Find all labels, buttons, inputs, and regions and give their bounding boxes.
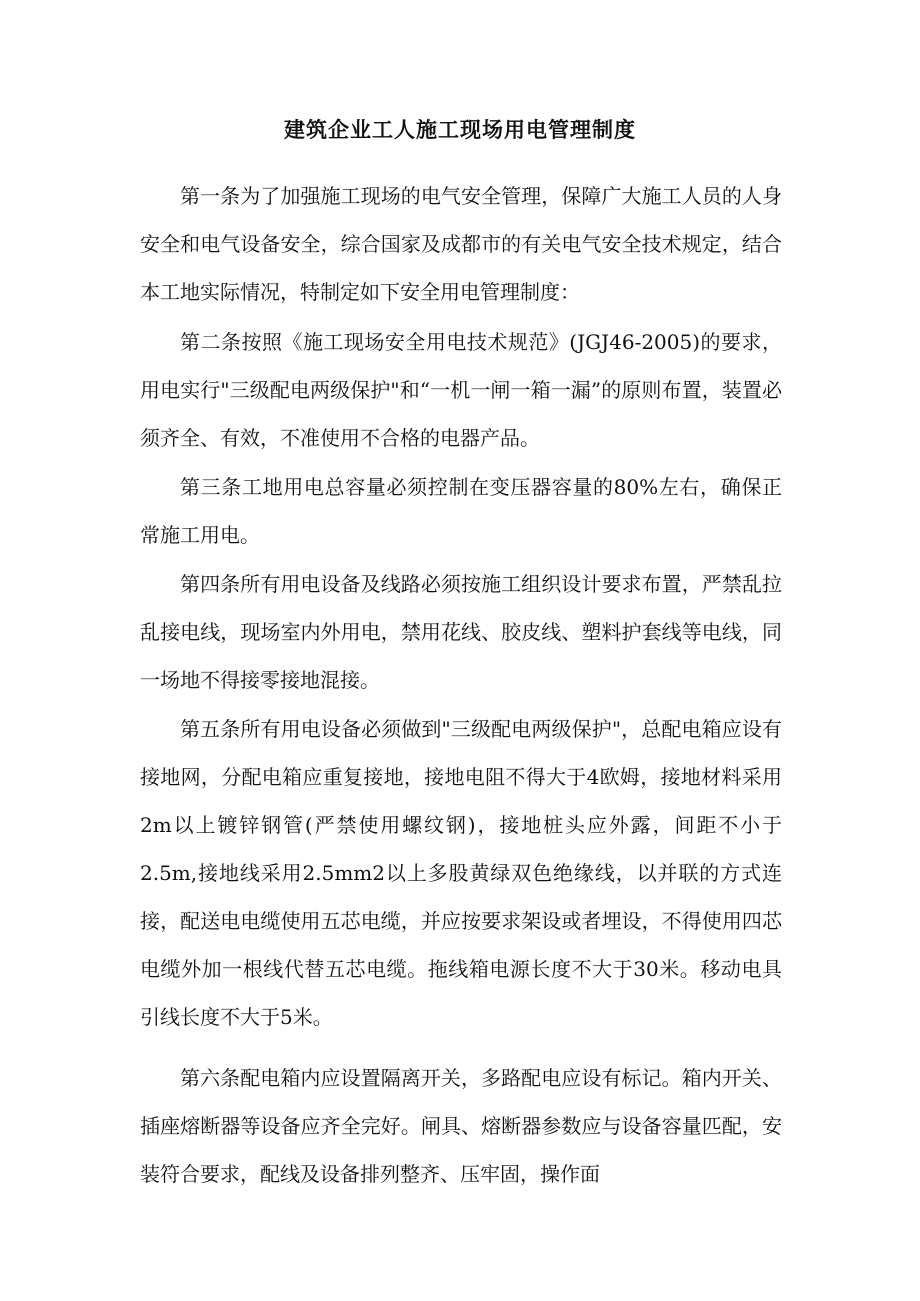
paragraph-text: 第三条工地用电总容量必须控制在变压器容量的80%左右，确保正常施工用电。 xyxy=(140,475,782,547)
document-title: 建筑企业工人施工现场用电管理制度 xyxy=(284,117,636,142)
article-3-paragraph xyxy=(140,463,782,559)
paragraph-text: 第二条按照《施工现场安全用电技术规范》(JGJ46-2005)的要求，用电实行"三级配电两级保护"和“一机一闸一箱一漏”的原则布置，装置必须齐全、有效，不准使用不合格的电器产品。 xyxy=(140,330,782,450)
article-6-paragraph xyxy=(140,1054,782,1198)
article-5-paragraph xyxy=(140,705,782,1041)
article-4-paragraph xyxy=(140,560,782,704)
paragraph-text: 第六条配电箱内应设置隔离开关，多路配电应设有标记。箱内开关、插座熔断器等设备应齐全完好。闸具、熔断器参数应与设备容量匹配，安装符合要求，配线及设备排列整齐、压牢固，操作面 xyxy=(140,1066,782,1186)
paragraph-text: 第五条所有用电设备必须做到"三级配电两级保护"，总配电箱应设有接地网，分配电箱应重复接地，接地电阻不得大于4欧姆，接地材料采用2m以上镀锌钢管(严禁使用螺纹钢)，接地桩头应外露，间距不小于2.5m,接地线采用2.5mm2以上多股黄绿双色绝缘线，以并联的方式连接，配送电电缆使用五芯电缆，并应按要求架设或者埋设，不得使用四芯电缆外加一根线代替五芯电缆。拖线箱电源长度不大于30米。移动电具引线长度不大于5米。 xyxy=(140,717,782,1029)
article-2-paragraph xyxy=(140,318,782,462)
article-1-paragraph xyxy=(140,172,782,316)
paragraph-text: 第四条所有用电设备及线路必须按施工组织设计要求布置，严禁乱拉乱接电线，现场室内外用电，禁用花线、胶皮线、塑料护套线等电线，同一场地不得接零接地混接。 xyxy=(140,572,782,692)
paragraph-text: 第一条为了加强施工现场的电气安全管理，保障广大施工人员的人身安全和电气设备安全，综合国家及成都市的有关电气安全技术规定，结合本工地实际情况，特制定如下安全用电管理制度： xyxy=(140,184,782,304)
